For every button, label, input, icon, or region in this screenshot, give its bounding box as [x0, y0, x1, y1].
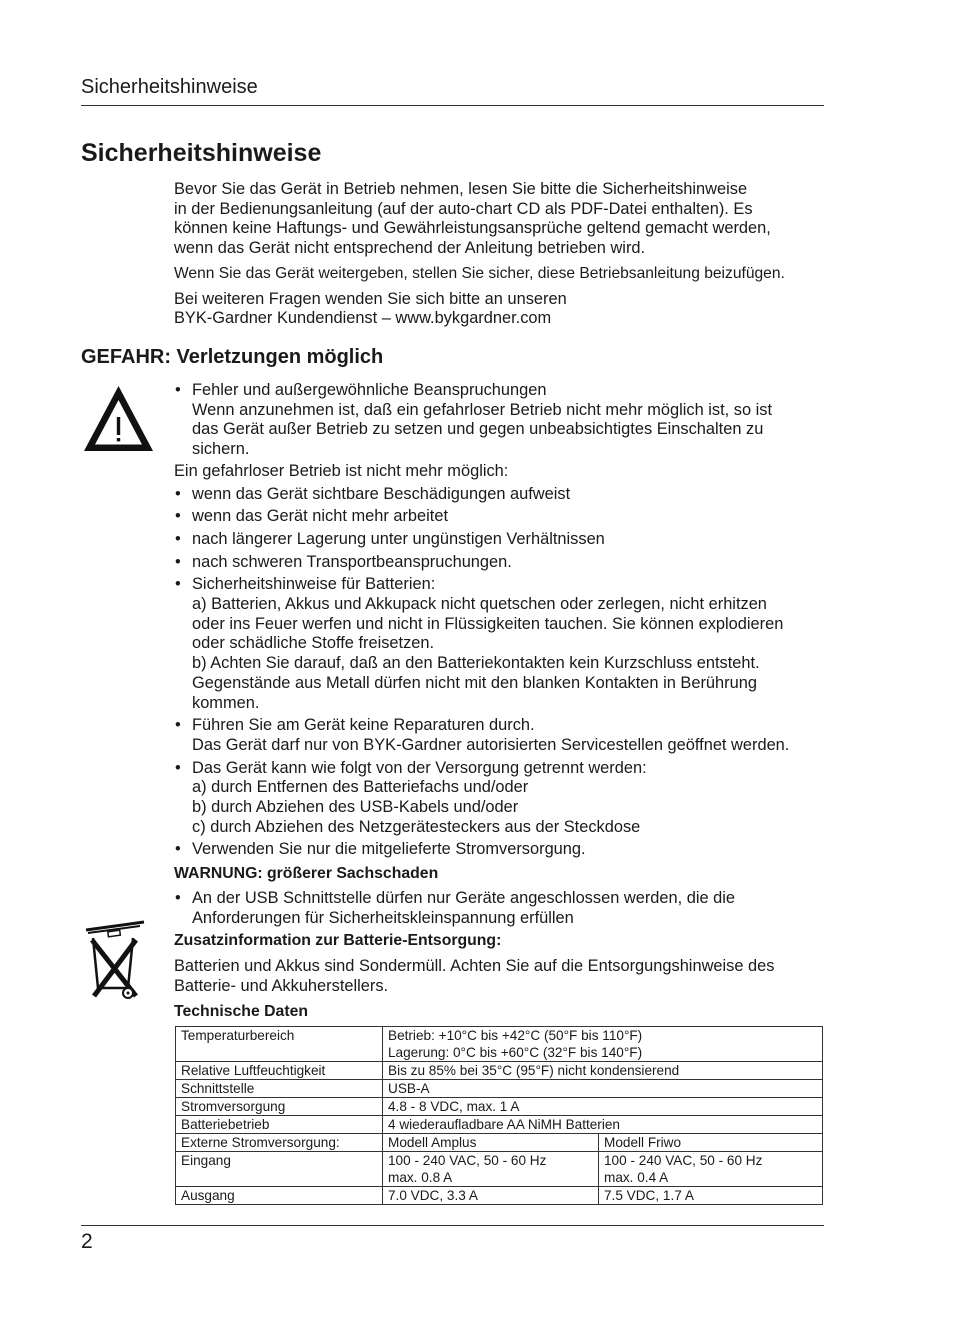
footer-rule	[81, 1225, 824, 1226]
table-cell: 4 wiederaufladbare AA NiMH Batterien	[383, 1116, 823, 1134]
tech-data-heading: Technische Daten	[174, 1003, 309, 1021]
list-item: • wenn das Gerät sichtbare Beschädigungen aufweist	[174, 485, 834, 505]
list-item: • Fehler und außergewöhnliche Beanspruchungen Wenn anzunehmen ist, daß ein gefahrloser Betrieb nicht mehr möglich ist, so ist das Gerät außer Betrieb zu setzen und gegen unbeabsichtigtes Einschalten zu sichern.	[174, 381, 834, 460]
warning-heading: WARNUNG: größerer Sachschaden	[174, 865, 439, 883]
table-row	[176, 1062, 823, 1080]
table-cell: 4.8 - 8 VDC, max. 1 A	[383, 1098, 823, 1116]
table-cell: Betrieb: +10°C bis +42°C (50°F bis 110°F) Lagerung: 0°C bis +60°C (32°F bis 140°F)	[383, 1027, 823, 1062]
table-cell: 7.5 VDC, 1.7 A	[599, 1187, 823, 1205]
warning-list	[174, 889, 834, 928]
page-number: 2	[81, 1230, 93, 1253]
table-cell: Temperaturbereich	[176, 1027, 383, 1062]
disposal-heading: Zusatzinformation zur Batterie-Entsorgung:	[174, 932, 502, 950]
table-cell: Stromversorgung	[176, 1098, 383, 1116]
list-item: • Führen Sie am Gerät keine Reparaturen durch. Das Gerät darf nur von BYK-Gardner autorisierten Servicestellen geöffnet werden.	[174, 716, 834, 755]
list-item: • Verwenden Sie nur die mitgelieferte Stromversorgung.	[174, 840, 834, 860]
running-header: Sicherheitshinweise	[81, 76, 258, 98]
header-rule	[81, 105, 824, 106]
table-cell: Bis zu 85% bei 35°C (95°F) nicht kondensierend	[383, 1062, 823, 1080]
list-item: • nach schweren Transportbeanspruchungen.	[174, 553, 834, 573]
intro-paragraph-1: Bevor Sie das Gerät in Betrieb nehmen, lesen Sie bitte die Sicherheitshinweise in der Bedienungsanleitung (auf der auto-chart CD als PDF-Datei enthalten). Es können keine Haftungs- und Gewährleistungsansprüche geltend gemacht werden, wenn das Gerät nicht entsprechend der Anleitung betrieben wird.	[174, 180, 771, 258]
table-row	[176, 1152, 823, 1187]
table-cell: Batteriebetrieb	[176, 1116, 383, 1134]
table-cell: Eingang	[176, 1152, 383, 1187]
list-item: • Sicherheitshinweise für Batterien: a) Batterien, Akkus und Akkupack nicht quetschen oder zerlegen, nicht erhitzen oder ins Feuer werfen und nicht in Flüssigkeiten tauchen. Sie können explodieren oder schädliche Stoffe freisetzen. b) Achten Sie darauf, daß an den Batteriekontakten kein Kurzschluss entsteht. Gegenstände aus Metall dürfen nicht mit den blanken Kontakten in Berührung kommen.	[174, 575, 834, 713]
table-row	[176, 1116, 823, 1134]
table-cell: 7.0 VDC, 3.3 A	[383, 1187, 599, 1205]
table-cell: USB-A	[383, 1080, 823, 1098]
list-item: • An der USB Schnittstelle dürfen nur Geräte angeschlossen werden, die die Anforderungen für Sicherheitskleinspannung erfüllen	[174, 889, 834, 928]
intro-section	[174, 180, 834, 329]
intro-paragraph-2: Wenn Sie das Gerät weitergeben, stellen Sie sicher, diese Betriebsanleitung beizufügen.	[174, 264, 785, 282]
danger-list-1	[174, 381, 834, 460]
table-cell: Externe Stromversorgung:	[176, 1134, 383, 1152]
list-item: • wenn das Gerät nicht mehr arbeitet	[174, 507, 834, 527]
danger-heading: GEFAHR: Verletzungen möglich	[81, 346, 384, 368]
tech-data-table	[175, 1026, 823, 1205]
no-safe-operation-text: Ein gefahrloser Betrieb ist nicht mehr möglich:	[174, 461, 509, 480]
list-item: • nach längerer Lagerung unter ungünstigen Verhältnissen	[174, 530, 834, 550]
table-cell: Modell Friwo	[599, 1134, 823, 1152]
intro-paragraph-3: Bei weiteren Fragen wenden Sie sich bitte an unseren BYK-Gardner Kundendienst – www.bykgardner.com	[174, 289, 567, 328]
crossed-bin-icon	[84, 920, 146, 1000]
danger-list-2	[174, 485, 834, 861]
warning-triangle-icon	[81, 383, 156, 454]
table-row	[176, 1134, 823, 1152]
table-cell: Schnittstelle	[176, 1080, 383, 1098]
table-row	[176, 1187, 823, 1205]
list-item: • Das Gerät kann wie folgt von der Versorgung getrennt werden: a) durch Entfernen des Batteriefachs und/oder b) durch Abziehen des USB-Kabels und/oder c) durch Abziehen des Netzgerätesteckers aus der Steckdose	[174, 759, 834, 838]
table-cell: 100 - 240 VAC, 50 - 60 Hz max. 0.8 A	[383, 1152, 599, 1187]
table-cell: Modell Amplus	[383, 1134, 599, 1152]
table-row	[176, 1027, 823, 1062]
page-title: Sicherheitshinweise	[81, 139, 322, 167]
table-row	[176, 1080, 823, 1098]
table-cell: Relative Luftfeuchtigkeit	[176, 1062, 383, 1080]
table-row	[176, 1098, 823, 1116]
disposal-text: Batterien und Akkus sind Sondermüll. Achten Sie auf die Entsorgungshinweise des Batterie- und Akkuherstellers.	[174, 956, 775, 995]
danger-section	[174, 381, 834, 1022]
table-cell: Ausgang	[176, 1187, 383, 1205]
table-cell: 100 - 240 VAC, 50 - 60 Hz max. 0.4 A	[599, 1152, 823, 1187]
